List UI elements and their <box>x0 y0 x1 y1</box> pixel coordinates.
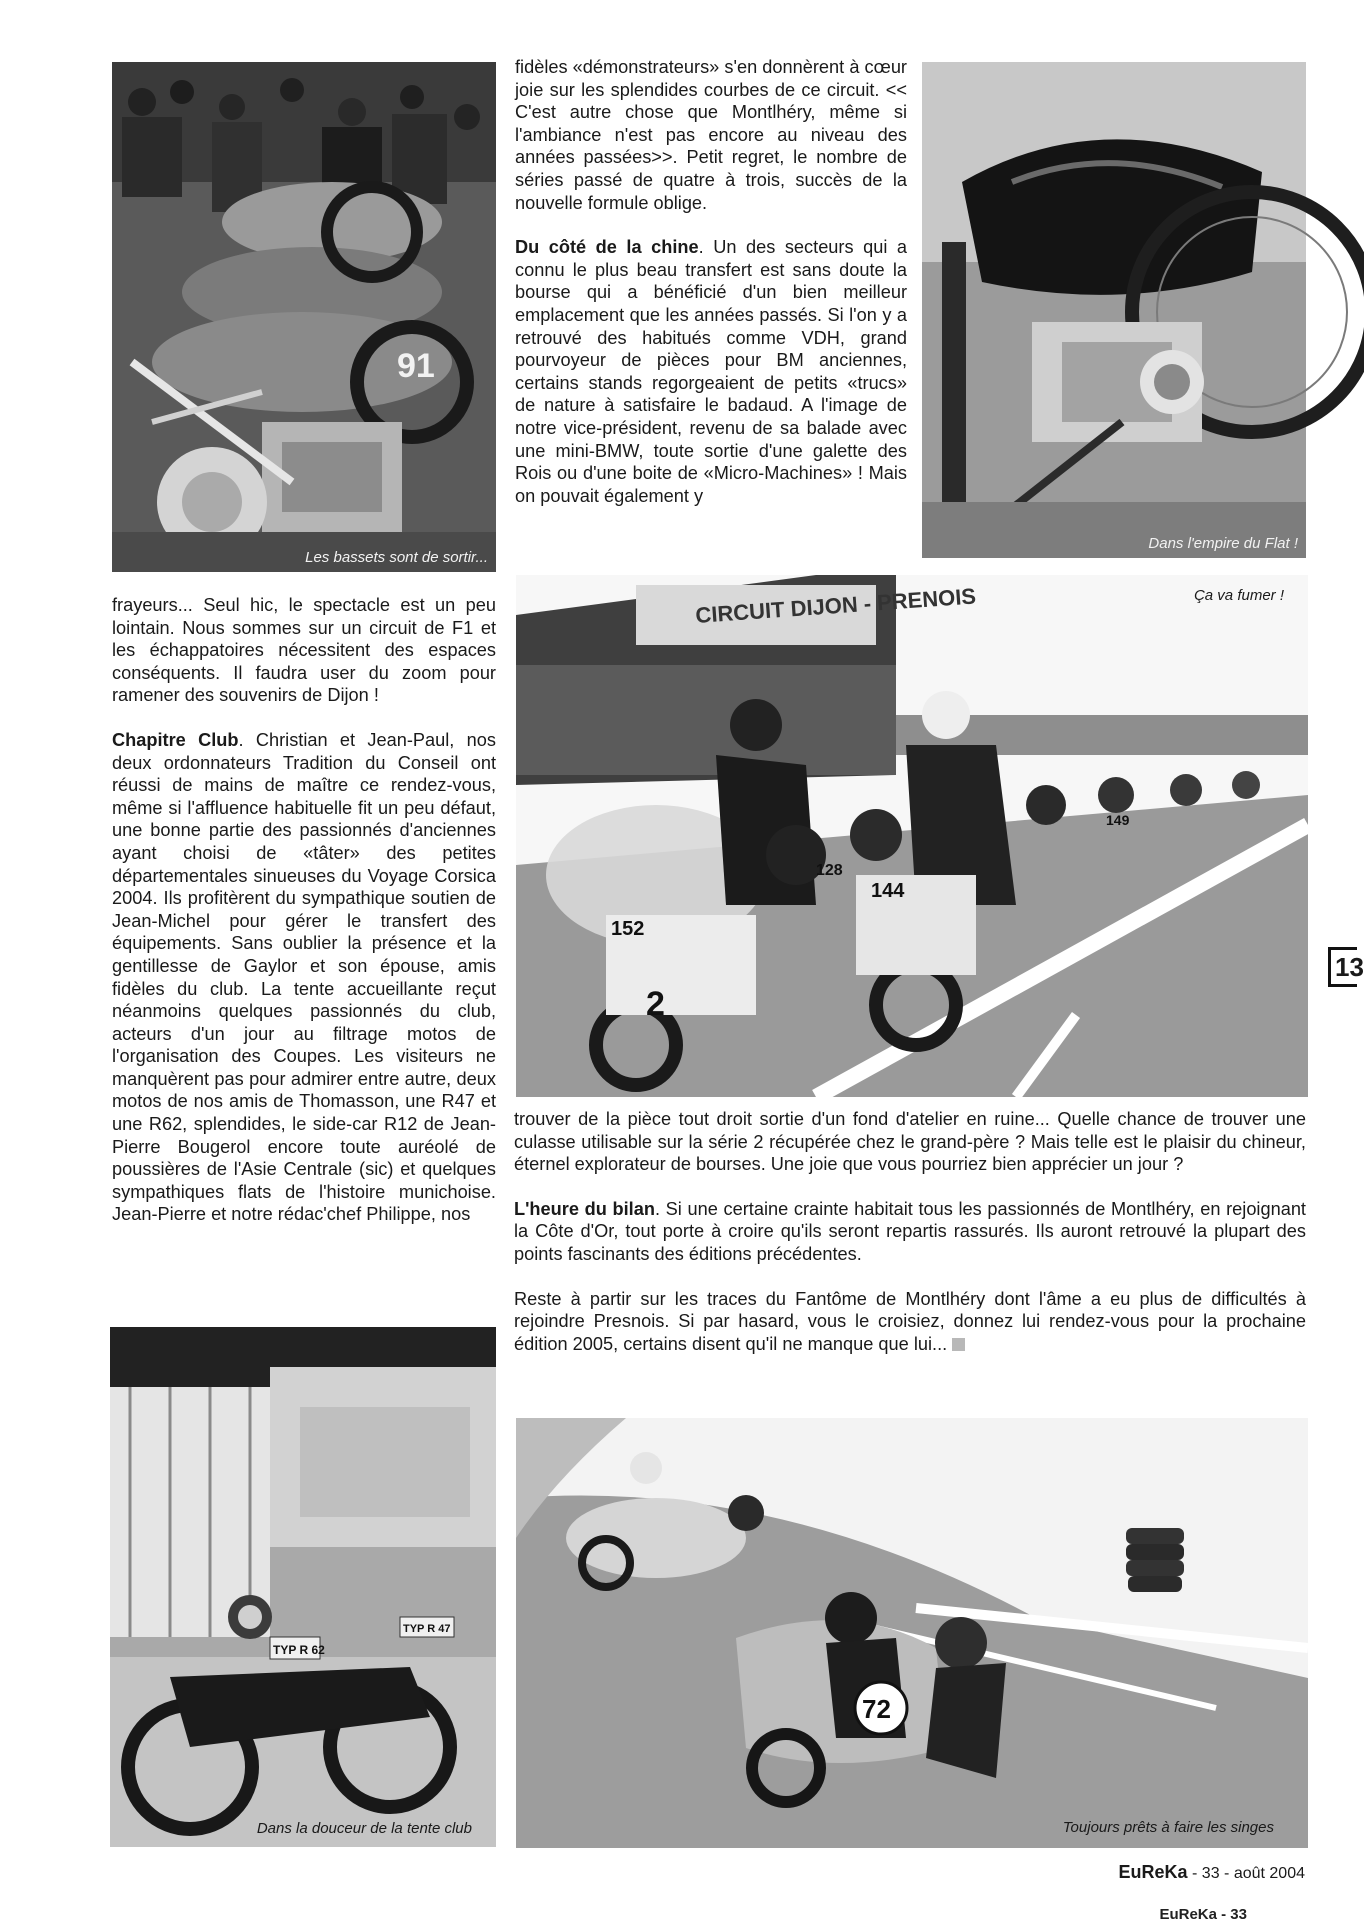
race-number-152: 152 <box>611 918 645 940</box>
article-column-left <box>112 594 496 1226</box>
heading-chine: Du côté de la chine <box>515 237 699 258</box>
race-number-144: 144 <box>871 880 905 902</box>
heading-club: Chapitre Club <box>112 729 239 750</box>
paragraph-demonstrateurs: fidèles «démonstrateurs» s'en donnèrent à cœur joie sur les splendides courbes de ce circuit. << C'est autre chose que Montlhéry, même si l'ambiance n'est pas encore au niveau des années passées>>. Petit regret, le nombre de séries passé de quatre à trois, succès de la nouvelle formule oblige. <box>515 57 907 213</box>
race-number-2: 2 <box>646 985 665 1023</box>
race-number-72: 72 <box>862 1694 891 1724</box>
photo-caption-flat: Dans l'empire du Flat ! <box>1148 535 1298 552</box>
page-edge-marker: 13 <box>1328 947 1357 987</box>
article-column-top <box>515 56 907 507</box>
footer-brand: EuReKa <box>1118 1862 1188 1882</box>
paragraph-bilan-body: . Si une certaine crainte habitait tous les passionnés de Montlhéry, en rejoignant la Côte d'Or, tout porte à croire qu'ils seront repartis rassurés. Ils auront retrouvé la plupart des points fascinants des éditions précédentes. <box>514 1198 1306 1264</box>
paragraph-club <box>112 729 496 1226</box>
paragraph-club-body: . Christian et Jean-Paul, nos deux ordonnateurs Tradition du Conseil ont réussi de mains de maître ce rendez-vous, même si l'affluence habituelle fit un peu défaut, une bonne partie des passionnés d'anciennes ayant choisi de «tâter» des petites départementales sinueuses du Voyage Corsica 2004. Ils profitèrent du sympathique soutien de Jean-Michel pour gérer le transfert des équipements. Sans oublier la présence et la gentillesse de Gaylor et son épouse, amis fidèles du club. La tente accueillante reçut néanmoins quelques passionnés du club, acteurs d'un jour au filtrage motos de l'organisation des Coupes. Les visiteurs ne manquèrent pas pour admirer entre autre, deux motos de nos amis de Thomasson, une R47 et une R62, splendides, le side-car R12 de Jean-Pierre Bougerol encore toute auréolé de poussières de l'Asie Centrale (sic) et quelques sympathiques flats de l'histoire munichoise. Jean-Pierre et notre rédac'chef Philippe, nos <box>112 729 496 1225</box>
footer-page-number: - 33 - <box>1192 1865 1230 1882</box>
heading-bilan: L'heure du bilan <box>514 1198 655 1219</box>
paragraph-frayeurs: frayeurs... Seul hic, le spectacle est un peu lointain. Nous sommes sur un circuit de F1 et les échappatoires nécessitent des espaces conséquents. Il faudra user du zoom pour ramener des souvenirs de Dijon ! <box>112 595 496 706</box>
photo-sidecars <box>516 1418 1308 1848</box>
photo-caption-singes: Toujours prêts à faire les singes <box>1062 1819 1274 1836</box>
page-footer <box>1119 1862 1305 1883</box>
photo-caption-fumer: Ça va fumer ! <box>1193 587 1284 604</box>
photo-paddock <box>112 62 496 572</box>
photo-grid <box>516 575 1308 1097</box>
article-column-right <box>514 1108 1306 1355</box>
race-number-91: 91 <box>397 347 435 385</box>
race-number-149: 149 <box>1106 812 1130 828</box>
paragraph-fantome-body: Reste à partir sur les traces du Fantôme de Montlhéry dont l'âme a eu plus de difficultés à rejoindre Presnois. Si par hasard, vous le croisiez, donnez lui rendez-vous pour la prochaine édition 2005, certains disent qu'il ne manque que lui... <box>514 1288 1306 1354</box>
paragraph-chine <box>515 236 907 507</box>
photo-caption-tente: Dans la douceur de la tente club <box>256 1820 472 1837</box>
paragraph-chine-body: . Un des secteurs qui a connu le plus beau transfert est sans doute la bourse qui a bénéficié d'un bien meilleur emplacement que les années passés. Si l'on y a retrouvé des habitués comme VDH, grand pourvoyeur de pièces pour BM anciennes, certains stands regorgeaient de petits «trucs» de nature à satisfaire le badaud. A l'image de notre vice-président, revenu de sa balade avec une mini-BMW, toute sortie d'une galette des Rois ou d'une boite de «Micro-Machines» ! Mais on pouvait également y <box>515 237 908 506</box>
footer-ghost-text: EuReKa - 33 <box>1159 1906 1247 1923</box>
photo-tent <box>110 1327 496 1847</box>
end-of-article-mark <box>952 1338 965 1351</box>
paragraph-fantome <box>514 1288 1306 1356</box>
footer-date: août 2004 <box>1233 1865 1305 1882</box>
paragraph-trouver: trouver de la pièce tout droit sortie d'un fond d'atelier en ruine... Quelle chance de trouver une culasse utilisable sur la série 2 récupérée chez le grand-père ? Mais telle est le plaisir du chineur, éternel explorateur de bourses. Une joie que vous pourriez bien apprécier un jour ? <box>514 1109 1306 1175</box>
photo-engine <box>922 62 1306 558</box>
race-number-128: 128 <box>816 862 843 879</box>
banner-circuit: CIRCUIT DIJON - PRENOIS <box>694 583 977 628</box>
plate-r47: TYP R 47 <box>403 1623 451 1635</box>
photo-caption-bassets: Les bassets sont de sortir... <box>305 549 488 566</box>
plate-r62: TYP R 62 <box>273 1643 325 1657</box>
paragraph-bilan <box>514 1198 1306 1266</box>
